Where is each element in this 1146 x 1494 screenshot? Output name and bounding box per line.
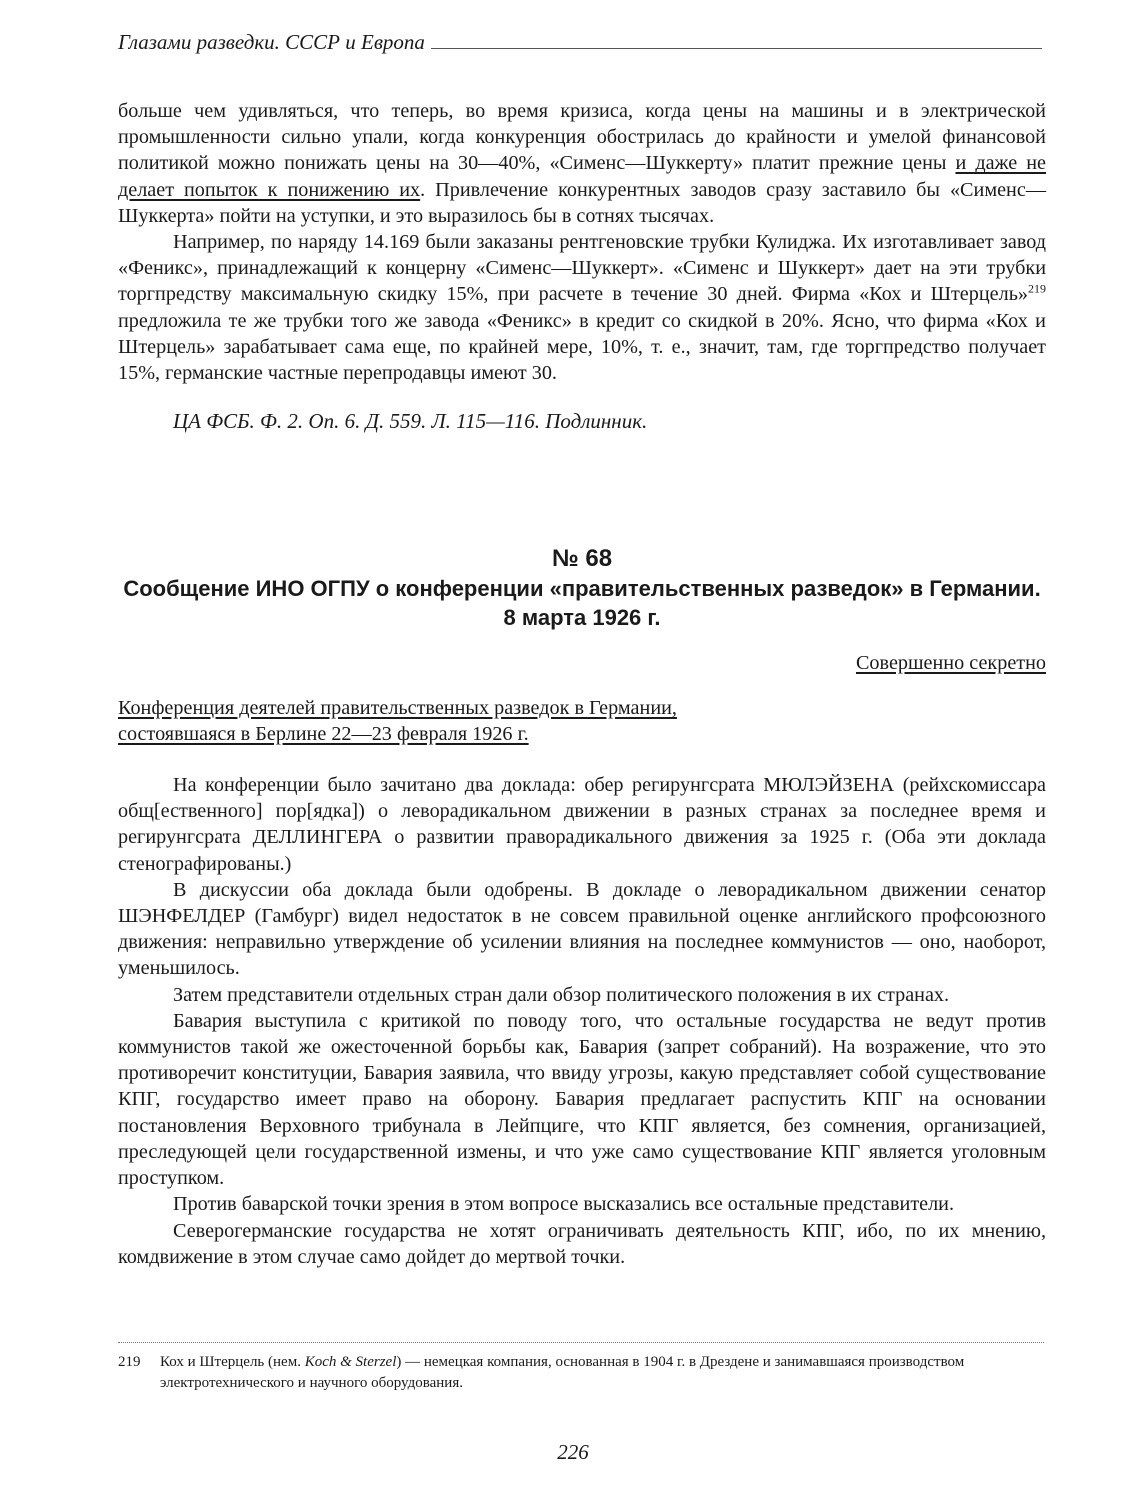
footnote — [118, 1352, 1044, 1394]
classification-mark: Совершенно секретно — [855, 652, 1046, 675]
footnote-text: Кох и Штерцель (нем. Koch & Sterzel) — немецкая компания, основанная в 1904 г. в Дрездене и занимавшаяся производством электротехнического и научного оборудования. — [160, 1354, 965, 1391]
page-body — [118, 98, 1046, 1270]
paragraph-coolidge-tubes: Например, по наряду 14.169 были заказаны рентгеновские трубки Кулиджа. Их изготавливает завод «Феникс», принадлежащий к концерну «Сименс—Шуккерт». «Сименс и Шуккерт» дает на эти трубки торгпредству максимальную скидку 15%, при расчете в течение 30 дней. Фирма «Кох и Штерцель»$^{219}$ предложила те же трубки того же завода «Феникс» в кредит со скидкой в 20%. Ясно, что фирма «Кох и Штерцель» зарабатывает сама еще, по крайней мере, 10%, т. е., значит, там, где торгпредство получает 15%, германские частные перепродавцы имеют 30. — [118, 231, 1046, 385]
body-paragraph: Затем представители отдельных стран дали обзор политического положения в их странах. — [173, 983, 950, 1006]
body-paragraph: Северогерманские государства не хотят ограничивать деятельность КПГ, ибо, по их мнению, комдвижение в этом случае само дойдет до мертвой точки. — [118, 1219, 1046, 1268]
document-number: № 68 — [551, 545, 613, 573]
body-paragraph: Бавария выступила с критикой по поводу того, что остальные государства не ведут против коммунистов такой же ожесточенной борьбы как, Бавария (запрет собраний). На возражение, что это противоречит конституции, Бавария заявила, что ввиду угрозы, какую представляет собой существование КПГ, государство имеет право на оборону. Бавария предлагает распустить КПГ на основании постановления Верховного трибунала в Лейпциге, что КПГ является, без сомнения, организацией, преследующей цели государственной измены, и что уже само существование КПГ является уголовным проступком. — [118, 1009, 1046, 1190]
page-number: 226 — [557, 1440, 589, 1464]
running-title: Глазами разведки. СССР и Европа — [118, 30, 425, 54]
body-paragraph: Против баварской точки зрения в этом вопросе высказались все остальные представители. — [173, 1193, 955, 1216]
body-paragraph: В дискуссии оба доклада были одобрены. В докладе о леворадикальном движении сенатор ШЭНФЕЛДЕР (Гамбург) видел недостаток в не совсем правильной оценке английского профсоюзного движения: неправильно утверждение об усилении влияния на последнее коммунистов — оно, наоборот, уменьшилось. — [118, 878, 1046, 980]
underlined-phrase: и даже не делает попыток к понижению их — [118, 152, 1046, 201]
archive-source: ЦА ФСБ. Ф. 2. Оп. 6. Д. 559. Л. 115—116. Подлинник. — [173, 409, 648, 434]
document-title: Сообщение ИНО ОГПУ о конференции «правительственных разведок» в Германии. 8 марта 1926 г. — [123, 576, 1041, 631]
continued-paragraph: больше чем удивляться, что теперь, во время кризиса, когда цены на машины и в электрической промышленности сильно упали, когда конкуренция обострилась до крайности и умелой финансовой политикой можно понижать цены на 30—40%, «Сименс—Шуккерту» платит прежние цены и даже не делает попыток к понижению их. Привлечение конкурентных заводов сразу заставило бы «Сименс—Шуккерта» пойти на уступки, и это выразилось бы в сотнях тысячах. — [118, 100, 1047, 227]
running-head-rule — [431, 48, 1042, 49]
footnote-number: 219 — [118, 1354, 141, 1370]
footnote-separator — [118, 1342, 1044, 1343]
body-paragraph: На конференции было зачитано два доклада: обер регирунгсрата МЮЛЭЙЗЕНА (рейхскомиссара общ[ественного] пор[ядка]) о леворадикальном движении в разных странах за последнее время и регирунгсрата ДЕЛЛИНГЕРА о развитии праворадикального движения за 1925 г. (Оба эти доклада стенографированы.) — [118, 774, 1046, 875]
running-head — [118, 30, 1042, 55]
footnote-ref[interactable]: 219 — [1028, 281, 1046, 296]
document-subheading: Конференция деятелей правительственных разведок в Германии, состоявшаяся в Берлине 22—23 февраля 1926 г. — [118, 696, 677, 745]
